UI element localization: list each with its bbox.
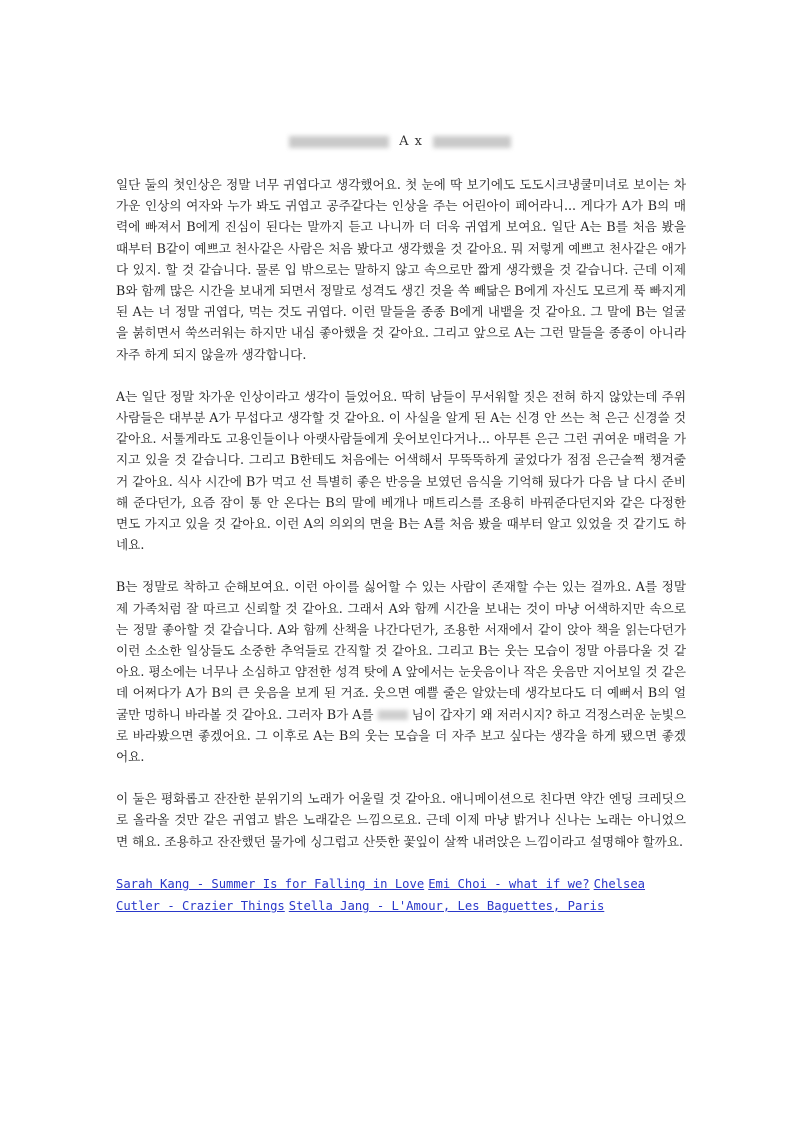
song-link-1[interactable]: Sarah Kang - Summer Is for Falling in Love [116, 876, 425, 891]
redacted-title-left [289, 136, 389, 148]
title-text: A x [399, 134, 423, 149]
paragraph-song-mood: 이 둘은 평화롭고 잔잔한 분위기의 노래가 어울릴 것 같아요. 애니메이션으로 친다면 약간 엔딩 크레딧으로 올라올 것만 같은 귀엽고 밝은 노래같은 느낌으로요. 근데 이제 마냥 밝거나 신나는 노래는 아니었으면 해요. 조용하고 잔잔했던 물가에 싱그럽고 산뜻한 꽃잎이 살짝 내려앉은 느낌이라고 설명해야 할까요. [116, 791, 686, 849]
song-link-3[interactable]: Chelsea Cutler - Crazier Things [116, 876, 646, 914]
paragraph-first-impression: 일단 둘의 첫인상은 정말 너무 귀엽다고 생각했어요. 첫 눈에 딱 보기에도 도도시크냉쿨미녀로 보이는 차가운 인상의 여자와 누가 봐도 귀엽고 공주같다는 인상을 주는 어린아이 페어라니... 게다가 A가 B의 매력에 빠져서 B에게 진심이 된다는 말까지 듣고 나니까 더 더욱 귀엽게 보여요. 일단 A는 B를 처음 봤을 때부터 B같이 예쁘고 천사같은 사람은 처음 봤다고 생각했을 것 같아요. 뭐 저렇게 예쁘고 천사같은 애가 다 있지. 할 것 같습니다. 물론 입 밖으로는 말하지 않고 속으로만 짧게 생각했을 것 같습니다. 근데 이제 B와 함께 많은 시간을 보내게 되면서 정말로 성격도 생긴 것을 쏙 빼닮은 B에게 자신도 모르게 푹 빠지게 된 A는 너 정말 귀엽다, 먹는 것도 귀엽다. 이런 말들을 종종 B에게 내뱉을 것 같아요. 그 말에 B는 얼굴을 붉히면서 쑥쓰러워는 하지만 내심 좋아했을 것 같아요. 그리고 앞으로 A는 그런 말들을 종종이 아니라 자주 하게 되지 않을까 생각합니다. [116, 177, 686, 362]
paragraph-about-b-part2: 님이 갑자기 왜 저러시지? 하고 걱정스러운 눈빛으로 바라봤으면 좋겠어요. 그 이후로 A는 B의 웃는 모습을 더 자주 보고 싶다는 생각을 하게 됐으면 좋겠어요. [116, 706, 686, 765]
song-link-2[interactable]: Emi Choi - what if we? [428, 876, 590, 891]
paragraph-about-b-part1: B는 정말로 착하고 순해보여요. 이런 아이를 싫어할 수 있는 사람이 존재할 수는 있는 걸까요. A를 정말 제 가족처럼 잘 따르고 신뢰할 것 같아요. 그래서 A와 함께 시간을 보내는 것이 마냥 어색하지만 속으로는 정말 좋아할 것 같습니다. A와 함께 산책을 나간다던가, 조용한 서재에서 같이 앉아 책을 읽는다던가 이런 소소한 일상들도 소중한 추억들로 간직할 것 같아요. 그리고 B는 웃는 모습이 정말 아름다울 것 같아요. 평소에는 너무나 소심하고 얌전한 성격 탓에 A 앞에서는 눈웃음이나 작은 웃음만 지어보일 것 같은데 어쩌다가 A가 B의 큰 웃음을 보게 된 거죠. 웃으면 예쁠 줄은 알았는데 생각보다도 더 예뻐서 B의 얼굴만 멍하니 바라볼 것 같아요. 그러자 B가 A를 [116, 579, 686, 722]
redacted-title-right [433, 136, 511, 148]
document-title [0, 134, 800, 149]
document-body [116, 174, 686, 917]
paragraph-about-a: A는 일단 정말 차가운 인상이라고 생각이 들었어요. 딱히 남들이 무서워할 짓은 전혀 하지 않았는데 주위 사람들은 대부분 A가 무섭다고 생각할 것 같아요. 이 사실을 알게 된 A는 신경 안 쓰는 척 은근 신경쓸 것 같아요. 서툴게라도 고용인들이나 아랫사람들에게 웃어보인다거나... 아무튼 은근 그런 귀여운 매력을 가지고 있을 것 같습니다. 그리고 B한테도 처음에는 어색해서 무뚝뚝하게 굴었다가 점점 은근슬쩍 챙겨줄 거 같아요. 식사 시간에 B가 먹고 선 특별히 좋은 반응을 보였던 음식을 기억해 뒀다가 다음 날 다시 준비해 준다던가, 요즘 잠이 통 안 온다는 B의 말에 베개나 매트리스를 조용히 바꿔준다던지와 같은 다정한 면도 가지고 있을 것 같아요. 이런 A의 의외의 면을 B는 A를 처음 봤을 때부터 알고 있었을 것 같기도 하네요. [116, 388, 686, 553]
redacted-name [378, 710, 408, 720]
paragraph-about-b [116, 576, 686, 767]
song-link-4[interactable]: Stella Jang - L'Amour, Les Baguettes, Paris [288, 899, 605, 914]
song-links [116, 873, 686, 917]
